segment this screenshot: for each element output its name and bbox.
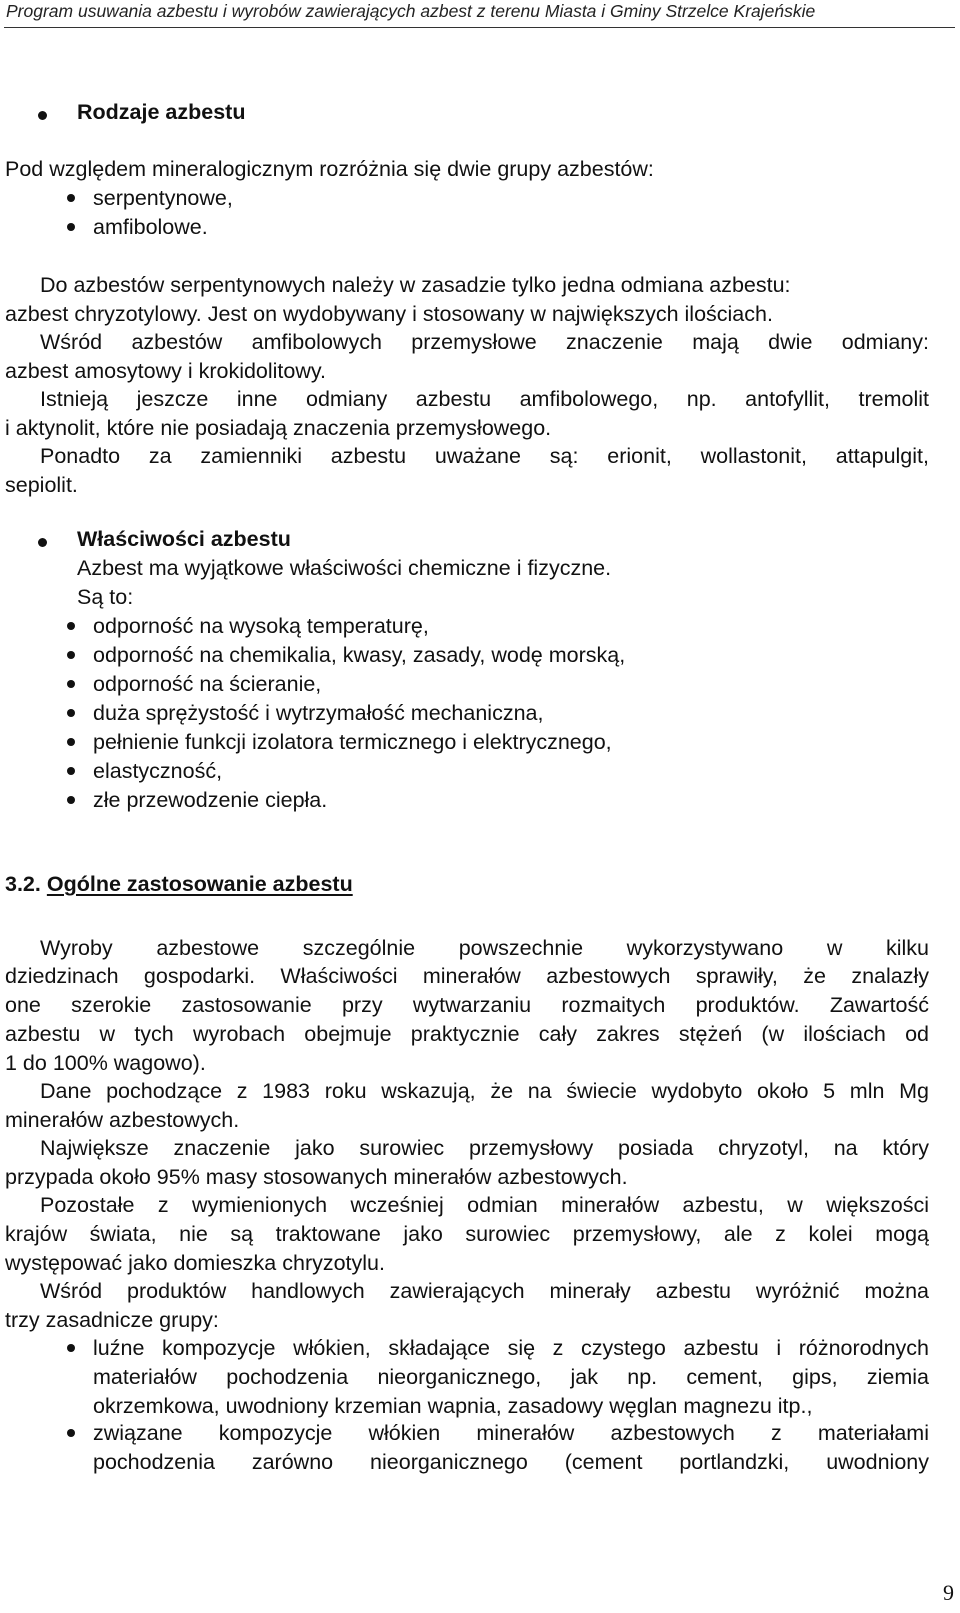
paragraph-other-minerals: [40, 1191, 929, 1220]
list-item: odporność na chemikalia, kwasy, zasady, wodę morską,: [93, 643, 626, 667]
paragraph-usage: [40, 934, 929, 963]
paragraph-chrysotile: [40, 1134, 929, 1163]
list-item: elastyczność,: [93, 759, 223, 783]
list-item: złe przewodzenie ciepła.: [93, 788, 328, 812]
text-line: Wyroby azbestowe szczególnie powszechnie wykorzystywano w kilku: [40, 936, 929, 960]
text-line: przypada około 95% masy stosowanych minerałów azbestowych.: [5, 1165, 628, 1189]
list-bullet-icon: [67, 709, 75, 717]
paragraph-other-varieties-cont: [5, 414, 929, 443]
text-line: Dane pochodzące z 1983 roku wskazują, że na świecie wydobyto około 5 mln Mg: [40, 1079, 929, 1103]
section-heading-types: Rodzaje azbestu: [77, 100, 246, 124]
list-bullet-icon: [67, 738, 75, 746]
text-line: materiałów pochodzenia nieorganicznego, jak np. cement, gips, ziemia: [93, 1365, 929, 1389]
text-line: krajów świata, nie są traktowane jako surowiec przemysłowy, ale z kolei mogą: [5, 1222, 929, 1246]
page-number: 9: [943, 1580, 954, 1605]
list-item-bound-compositions: [93, 1419, 929, 1477]
text-line: występować jako domieszka chryzotylu.: [5, 1251, 385, 1275]
text-line: dziedzinach gospodarki. Właściwości minerałów azbestowych sprawiły, że znalazły: [5, 964, 929, 988]
paragraph-other-varieties: [40, 385, 929, 414]
text-line: Wśród produktów handlowych zawierających minerały azbestu wyróżnić można: [40, 1279, 929, 1303]
text-line: 1 do 100% wagowo).: [5, 1051, 206, 1075]
list-item-loose-compositions: [93, 1334, 929, 1421]
header-divider: [4, 27, 955, 28]
text-line: azbest chryzotylowy. Jest on wydobywany i stosowany w największych ilościach.: [5, 302, 773, 326]
list-item: pełnienie funkcji izolatora termicznego i elektrycznego,: [93, 730, 612, 754]
paragraph-amphibole: [40, 328, 929, 357]
paragraph-substitutes: [40, 442, 929, 471]
list-bullet-icon: [67, 622, 75, 630]
text-line: sepiolit.: [5, 473, 78, 497]
text-line: Do azbestów serpentynowych należy w zasadzie tylko jedna odmiana azbestu:: [40, 273, 791, 297]
list-item: duża sprężystość i wytrzymałość mechaniczna,: [93, 701, 544, 725]
list-bullet-icon: [67, 680, 75, 688]
section-bullet-icon: [38, 538, 47, 547]
list-bullet-icon: [67, 767, 75, 775]
paragraph-intro: [5, 155, 950, 184]
list-bullet-icon: [67, 1344, 75, 1352]
paragraph-chrysotile-cont: [5, 1163, 929, 1192]
list-item: serpentynowe,: [93, 186, 233, 210]
list-bullet-icon: [67, 651, 75, 659]
text-line: Pozostałe z wymienionych wcześniej odmian minerałów azbestu, w większości: [40, 1193, 929, 1217]
section-number: 3.2.: [5, 872, 41, 896]
text-line: trzy zasadnicze grupy:: [5, 1308, 219, 1332]
text-line: one szerokie zastosowanie przy wytwarzaniu rozmaitych produktów. Zawartość: [5, 993, 929, 1017]
paragraph-other-minerals-cont: [5, 1220, 929, 1278]
list-bullet-icon: [67, 223, 75, 231]
paragraph-product-groups: [40, 1277, 929, 1306]
text-line: Pod względem mineralogicznym rozróżnia się dwie grupy azbestów:: [5, 157, 654, 181]
text-line: Największe znaczenie jako surowiec przemysłowy posiada chryzotyl, na który: [40, 1136, 929, 1160]
paragraph-production-cont: [5, 1106, 929, 1135]
text-line: Ponadto za zamienniki azbestu uważane są: erionit, wollastonit, attapulgit,: [40, 444, 929, 468]
properties-intro: Azbest ma wyjątkowe właściwości chemiczne i fizyczne.: [77, 556, 612, 580]
section-bullet-icon: [38, 111, 47, 120]
text-line: Wśród azbestów amfibolowych przemysłowe znaczenie mają dwie odmiany:: [40, 330, 929, 354]
section-heading-properties: Właściwości azbestu: [77, 527, 291, 551]
text-line: azbest amosytowy i krokidolitowy.: [5, 359, 327, 383]
section-title: Ogólne zastosowanie azbestu: [46, 872, 353, 896]
list-bullet-icon: [67, 1429, 75, 1437]
section-heading-usage: [5, 870, 353, 899]
paragraph-substitutes-cont: [5, 471, 929, 500]
list-item: amfibolowe.: [93, 215, 208, 239]
text-line: Istnieją jeszcze inne odmiany azbestu amfibolowego, np. antofyllit, tremolit: [40, 387, 929, 411]
text-line: i aktynolit, które nie posiadają znaczenia przemysłowego.: [5, 416, 552, 440]
text-line: związane kompozycje włókien minerałów azbestowych z materiałami: [93, 1421, 929, 1445]
list-bullet-icon: [67, 796, 75, 804]
paragraph-product-groups-cont: [5, 1306, 929, 1335]
running-header: Program usuwania azbestu i wyrobów zawierających azbest z terenu Miasta i Gminy Strzelce Krajeńskie: [6, 1, 816, 21]
properties-intro-2: Są to:: [77, 585, 134, 609]
text-line: okrzemkowa, uwodniony krzemian wapnia, zasadowy węglan magnezu itp.,: [93, 1394, 813, 1418]
text-line: minerałów azbestowych.: [5, 1108, 240, 1132]
text-line: azbestu w tych wyrobach obejmuje praktycznie cały zakres stężeń (w ilościach od: [5, 1022, 929, 1046]
list-item: odporność na ścieranie,: [93, 672, 322, 696]
paragraph-serpentine-cont: [5, 300, 929, 329]
paragraph-amphibole-cont: [5, 357, 929, 386]
list-item: odporność na wysoką temperaturę,: [93, 614, 429, 638]
paragraph-serpentine: [40, 271, 929, 300]
paragraph-usage-cont: [5, 962, 929, 1078]
list-bullet-icon: [67, 194, 75, 202]
paragraph-production: [40, 1077, 929, 1106]
text-line: luźne kompozycje włókien, składające się z czystego azbestu i różnorodnych: [93, 1336, 929, 1360]
text-line: pochodzenia zarówno nieorganicznego (cement portlandzki, uwodniony: [93, 1450, 929, 1474]
